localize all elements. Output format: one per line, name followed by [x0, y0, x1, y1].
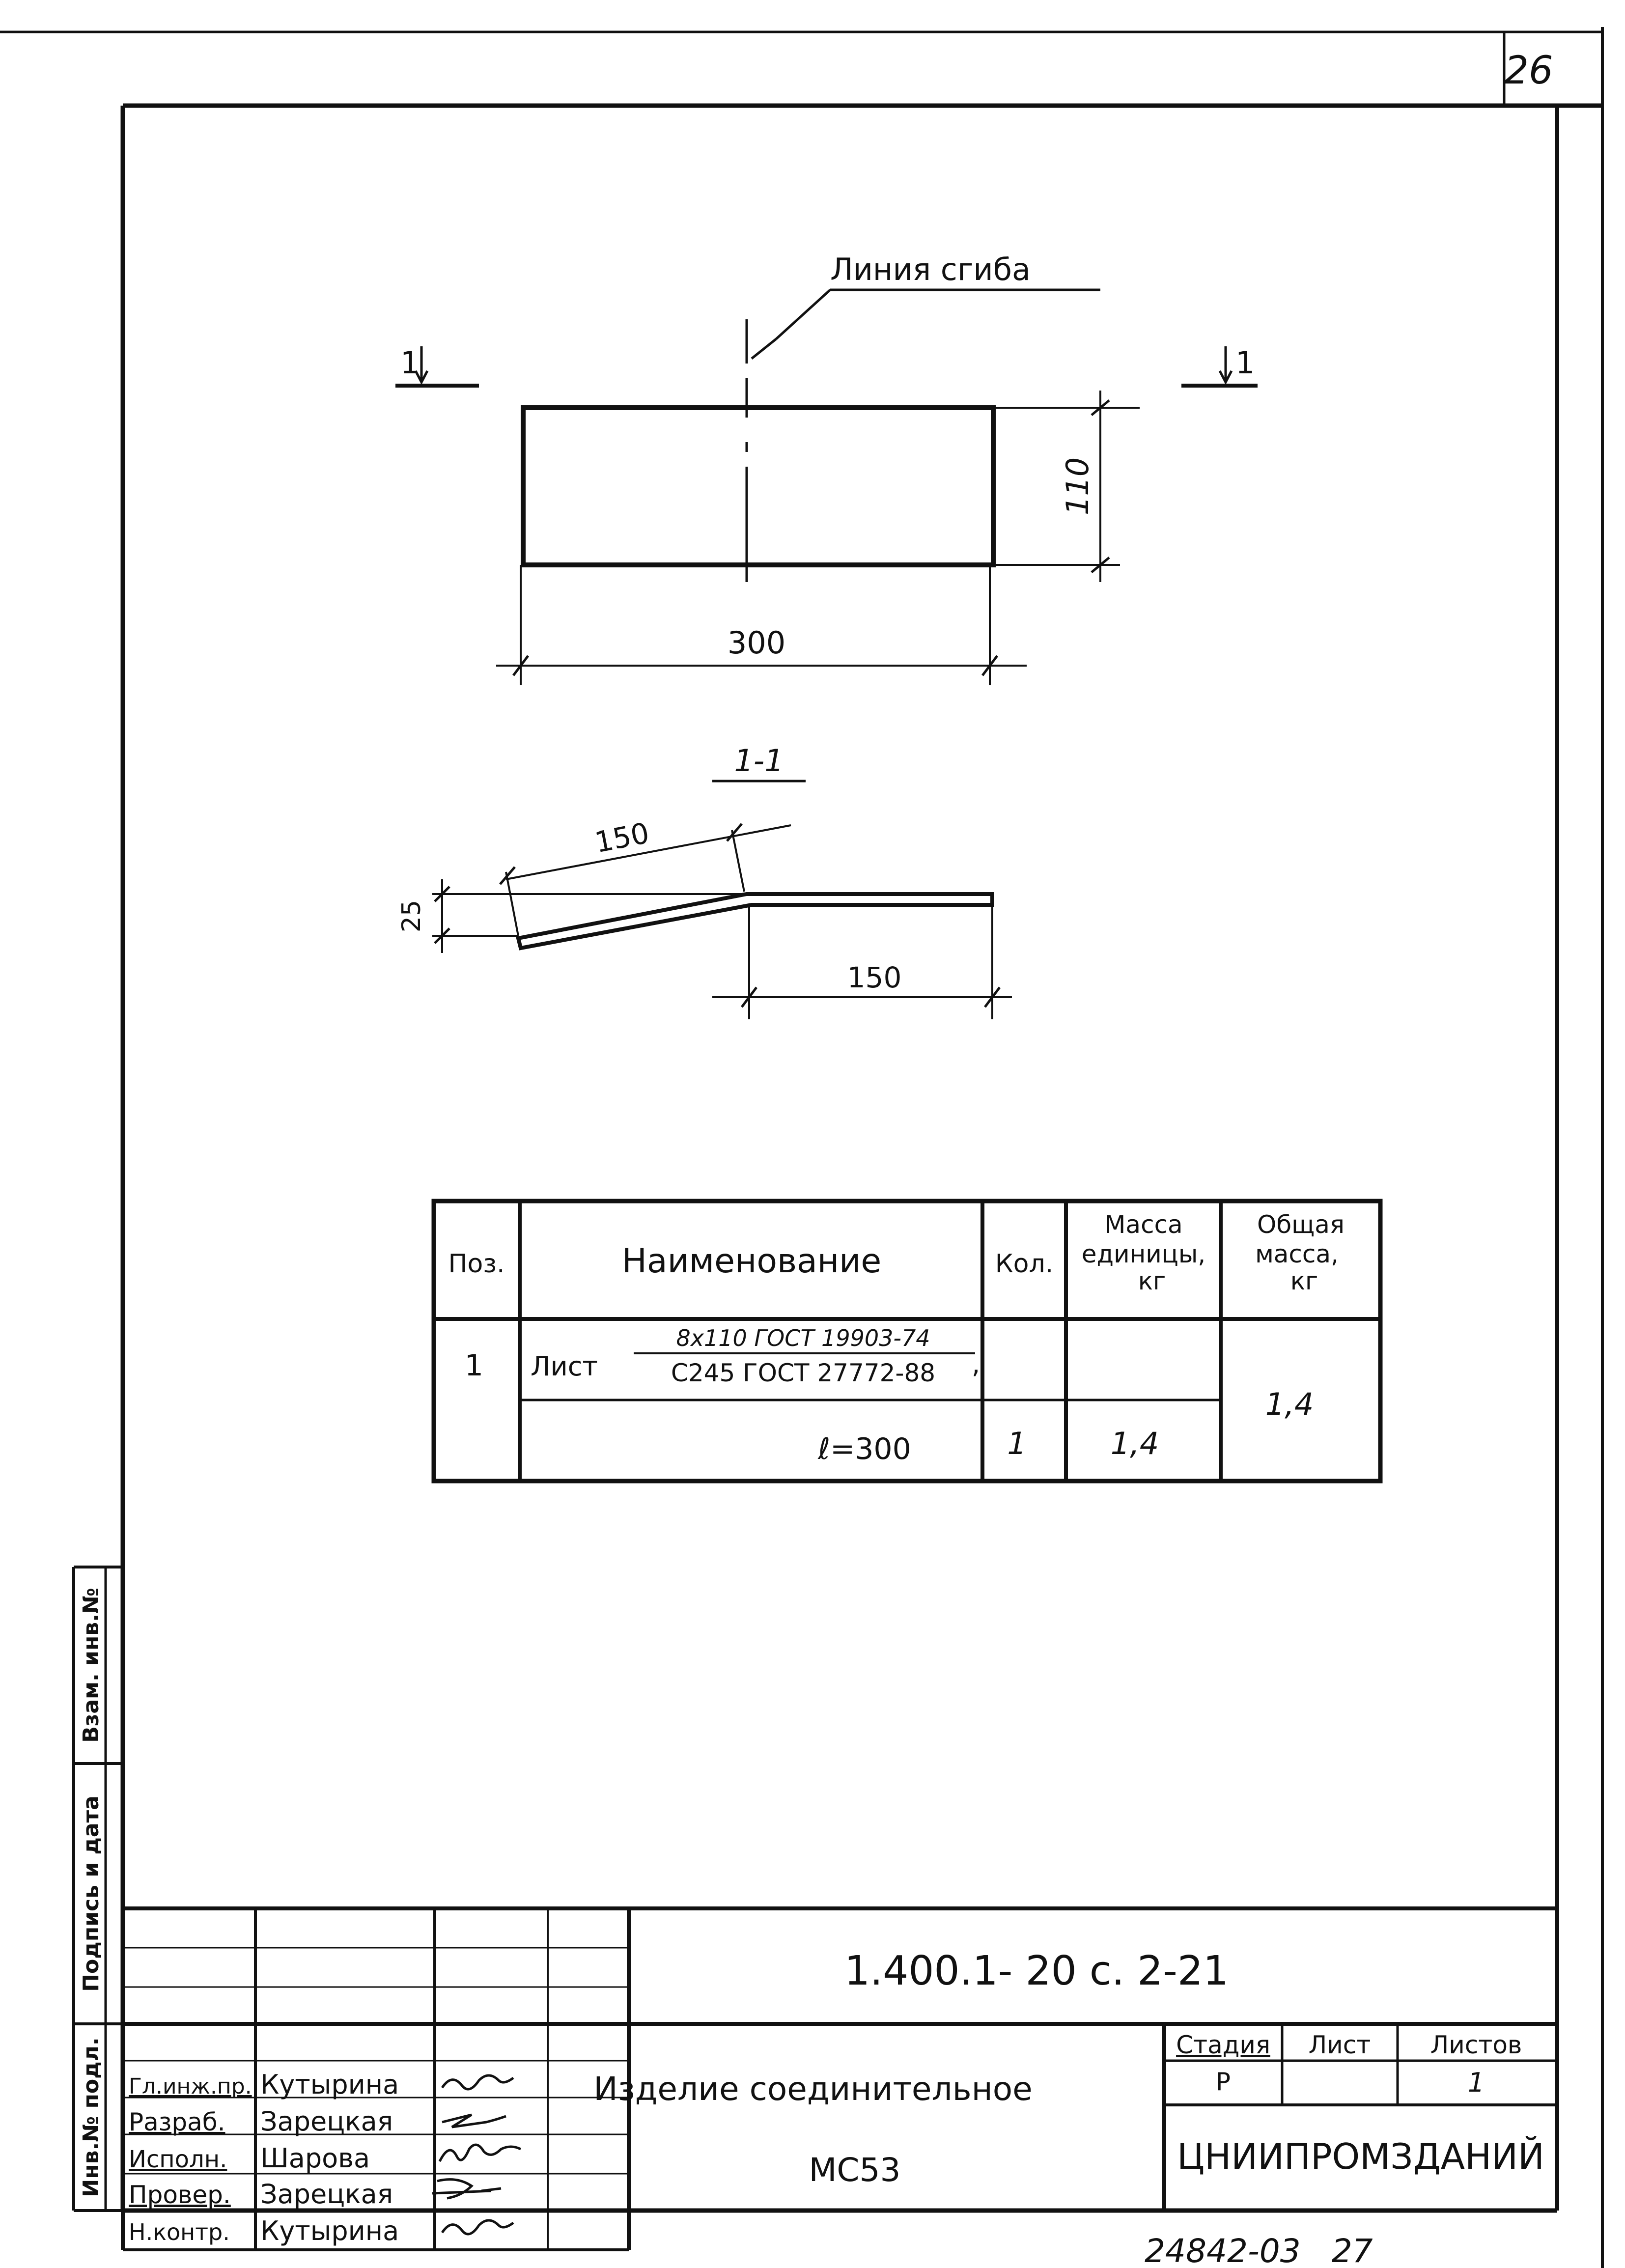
bend-line-label: Линия сгиба — [830, 252, 1031, 287]
dim-height: 110 — [1060, 457, 1095, 516]
header-unit-mass-2: единицы, — [1081, 1240, 1206, 1268]
signature-3 — [432, 2180, 501, 2198]
section-view — [432, 781, 1012, 1019]
role-0: Гл.инж.пр. — [129, 2074, 252, 2099]
header-total-mass-1: Общая — [1257, 1210, 1345, 1239]
spec-table-row — [465, 1325, 1314, 1466]
row-qty: 1 — [1007, 1426, 1027, 1461]
sheets-value: 1 — [1467, 2067, 1485, 2098]
header-unit-mass-1: Масса — [1104, 1210, 1183, 1239]
sheets-label: Листов — [1430, 2031, 1522, 2059]
signature-0 — [442, 2075, 513, 2089]
plan-view — [395, 290, 1258, 685]
header-total-mass-3: кг — [1290, 1267, 1318, 1295]
section-mark-right: 1 — [1235, 345, 1255, 381]
side-stamp-vzam: Взам. инв.№ — [79, 1588, 104, 1743]
header-pos: Поз. — [448, 1249, 505, 1279]
spec-table-header — [448, 1210, 1345, 1295]
plate-outline — [523, 408, 993, 565]
footer-number: 24842-03 27 — [1145, 2232, 1373, 2268]
header-qty: Кол. — [995, 1249, 1054, 1279]
side-stamp-inv: Инв.№ подл. — [79, 2037, 104, 2197]
role-4: Н.контр. — [129, 2219, 230, 2245]
title-block-names — [260, 2069, 399, 2246]
role-2: Исполн. — [129, 2146, 227, 2173]
sheet-label: Лист — [1308, 2031, 1371, 2059]
section-mark-left: 1 — [400, 345, 420, 381]
dim-length: 300 — [727, 625, 786, 661]
row-unit-mass: 1,4 — [1110, 1426, 1159, 1461]
organization: ЦНИИПРОМЗДАНИЙ — [1177, 2136, 1544, 2177]
title-block-roles — [129, 2074, 252, 2245]
name-2: Шарова — [260, 2143, 370, 2174]
name-4: Кутырина — [260, 2215, 399, 2246]
row-total-mass: 1,4 — [1265, 1386, 1314, 1422]
product-code: МС53 — [809, 2151, 901, 2189]
header-unit-mass-3: кг — [1138, 1267, 1166, 1295]
signature-1 — [442, 2115, 506, 2127]
stage-label: Стадия — [1176, 2031, 1270, 2059]
side-stamp-podpis: Подпись и дата — [79, 1795, 104, 1992]
row-name-comma: , — [972, 1348, 981, 1379]
document-designation: 1.400.1- 20 с. 2-21 — [844, 1948, 1229, 1994]
row-length: ℓ=300 — [818, 1432, 911, 1466]
sheet-frame — [0, 27, 1602, 2268]
row-name-bottom: С245 ГОСТ 27772-88 — [671, 1359, 936, 1387]
header-total-mass-2: масса, — [1255, 1240, 1339, 1268]
signature-4 — [442, 2220, 513, 2234]
row-name-prefix: Лист — [531, 1351, 598, 1382]
product-name: Изделие соединительное — [593, 2070, 1033, 2108]
section-dim-slope: 150 — [592, 816, 652, 860]
header-name: Наименование — [621, 1242, 882, 1281]
signature-2 — [440, 2145, 521, 2161]
name-1: Зарецкая — [260, 2106, 393, 2137]
row-pos: 1 — [464, 1348, 484, 1383]
row-name-top: 8х110 ГОСТ 19903-74 — [676, 1325, 930, 1351]
section-dim-rise: 25 — [397, 899, 426, 933]
section-title: 1-1 — [734, 743, 784, 779]
stage-value: Р — [1215, 2068, 1231, 2096]
role-3: Провер. — [129, 2181, 231, 2209]
name-3: Зарецкая — [260, 2179, 393, 2210]
section-dim-flat: 150 — [847, 961, 902, 994]
sheet-corner-number: 26 — [1504, 49, 1553, 93]
name-0: Кутырина — [260, 2069, 399, 2100]
role-1: Разраб. — [129, 2108, 225, 2136]
